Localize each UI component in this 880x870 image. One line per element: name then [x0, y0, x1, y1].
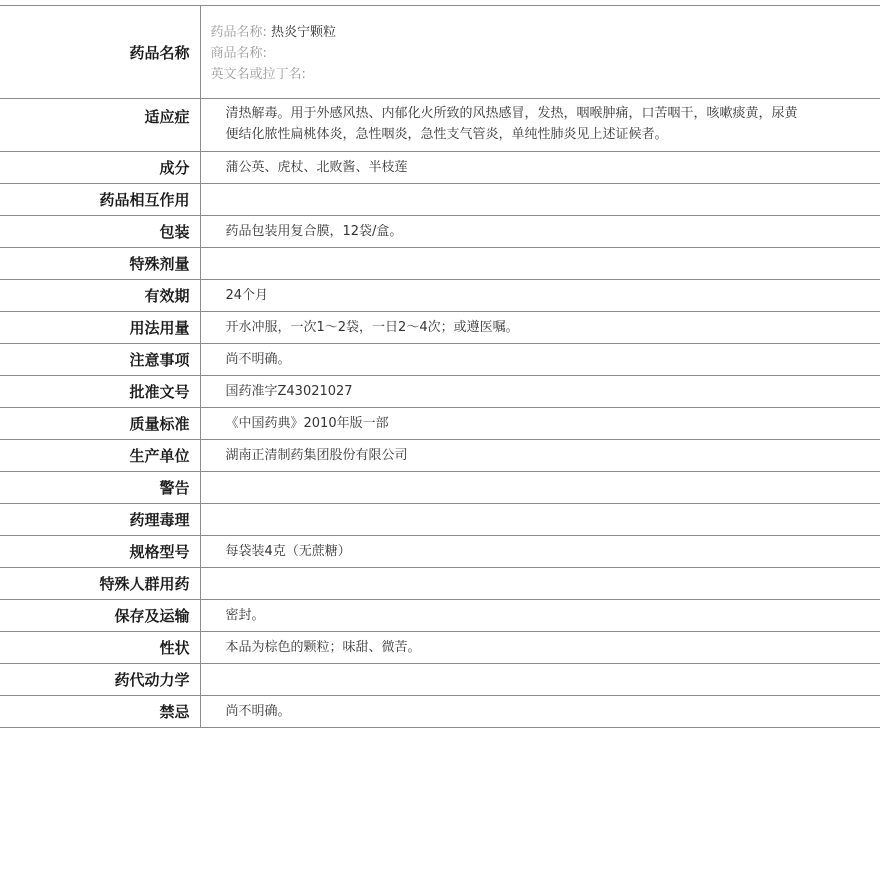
dosage-label: 用法用量 — [0, 312, 200, 344]
pharmacokinetics-label: 药代动力学 — [0, 664, 200, 696]
interactions-label: 药品相互作用 — [0, 184, 200, 216]
english-name-line — [211, 64, 880, 85]
indication-value: 清热解毒。用于外感风热、内郁化火所致的风热感冒，发热，咽喉肿痛，口苦咽干，咳嗽痰黄，尿黄便结化脓性扁桃体炎，急性咽炎，急性支气管炎，单纯性肺炎见上述证候者。 — [200, 99, 880, 152]
special-dosage-value — [200, 248, 880, 280]
ingredients-label: 成分 — [0, 152, 200, 184]
quality-standard-label: 质量标准 — [0, 408, 200, 440]
approval-number-row — [0, 376, 880, 408]
interactions-row — [0, 184, 880, 216]
storage-value: 密封。 — [200, 600, 880, 632]
contraindications-label: 禁忌 — [0, 696, 200, 728]
packaging-label: 包装 — [0, 216, 200, 248]
approval-number-label: 批准文号 — [0, 376, 200, 408]
drug-name-label: 药品名称 — [0, 6, 200, 99]
indication-row — [0, 99, 880, 152]
special-populations-label: 特殊人群用药 — [0, 568, 200, 600]
description-label: 性状 — [0, 632, 200, 664]
generic-name-label: 药品名称: — [210, 25, 267, 40]
special-populations-row — [0, 568, 880, 600]
dosage-value: 开水冲服，一次1～2袋，一日2～4次；或遵医嘱。 — [200, 312, 880, 344]
contraindications-value: 尚不明确。 — [200, 696, 880, 728]
warning-row — [0, 472, 880, 504]
shelf-life-row — [0, 280, 880, 312]
precautions-row — [0, 344, 880, 376]
english-name-label: 英文名或拉丁名: — [210, 67, 306, 82]
quality-standard-row — [0, 408, 880, 440]
drug-name-row — [0, 6, 880, 99]
special-dosage-label: 特殊剂量 — [0, 248, 200, 280]
warning-label: 警告 — [0, 472, 200, 504]
ingredients-row — [0, 152, 880, 184]
ingredients-value: 蒲公英、虎杖、北败酱、半枝莲 — [200, 152, 880, 184]
trade-name-label: 商品名称: — [210, 46, 267, 61]
pharmacology-label: 药理毒理 — [0, 504, 200, 536]
special-populations-value — [200, 568, 880, 600]
specification-value: 每袋装4克（无蔗糖） — [200, 536, 880, 568]
shelf-life-value: 24个月 — [200, 280, 880, 312]
generic-name-line — [211, 22, 880, 43]
pharmacokinetics-row — [0, 664, 880, 696]
precautions-value: 尚不明确。 — [200, 344, 880, 376]
warning-value — [200, 472, 880, 504]
indication-label: 适应症 — [0, 99, 200, 152]
pharmacology-row — [0, 504, 880, 536]
approval-number-value: 国药准字Z43021027 — [200, 376, 880, 408]
description-row — [0, 632, 880, 664]
generic-name-value: 热炎宁颗粒 — [271, 25, 337, 40]
specification-label: 规格型号 — [0, 536, 200, 568]
contraindications-row — [0, 696, 880, 728]
quality-standard-value: 《中国药典》2010年版一部 — [200, 408, 880, 440]
special-dosage-row — [0, 248, 880, 280]
interactions-value — [200, 184, 880, 216]
manufacturer-row — [0, 440, 880, 472]
pharmacology-value — [200, 504, 880, 536]
shelf-life-label: 有效期 — [0, 280, 200, 312]
packaging-value: 药品包装用复合膜，12袋/盒。 — [200, 216, 880, 248]
trade-name-line — [211, 43, 880, 64]
drug-name-value-cell — [200, 6, 880, 99]
dosage-row — [0, 312, 880, 344]
pharmacokinetics-value — [200, 664, 880, 696]
precautions-label: 注意事项 — [0, 344, 200, 376]
storage-row — [0, 600, 880, 632]
drug-info-table — [0, 5, 880, 728]
description-value: 本品为棕色的颗粒；味甜、微苦。 — [200, 632, 880, 664]
storage-label: 保存及运输 — [0, 600, 200, 632]
packaging-row — [0, 216, 880, 248]
specification-row — [0, 536, 880, 568]
manufacturer-label: 生产单位 — [0, 440, 200, 472]
manufacturer-value: 湖南正清制药集团股份有限公司 — [200, 440, 880, 472]
